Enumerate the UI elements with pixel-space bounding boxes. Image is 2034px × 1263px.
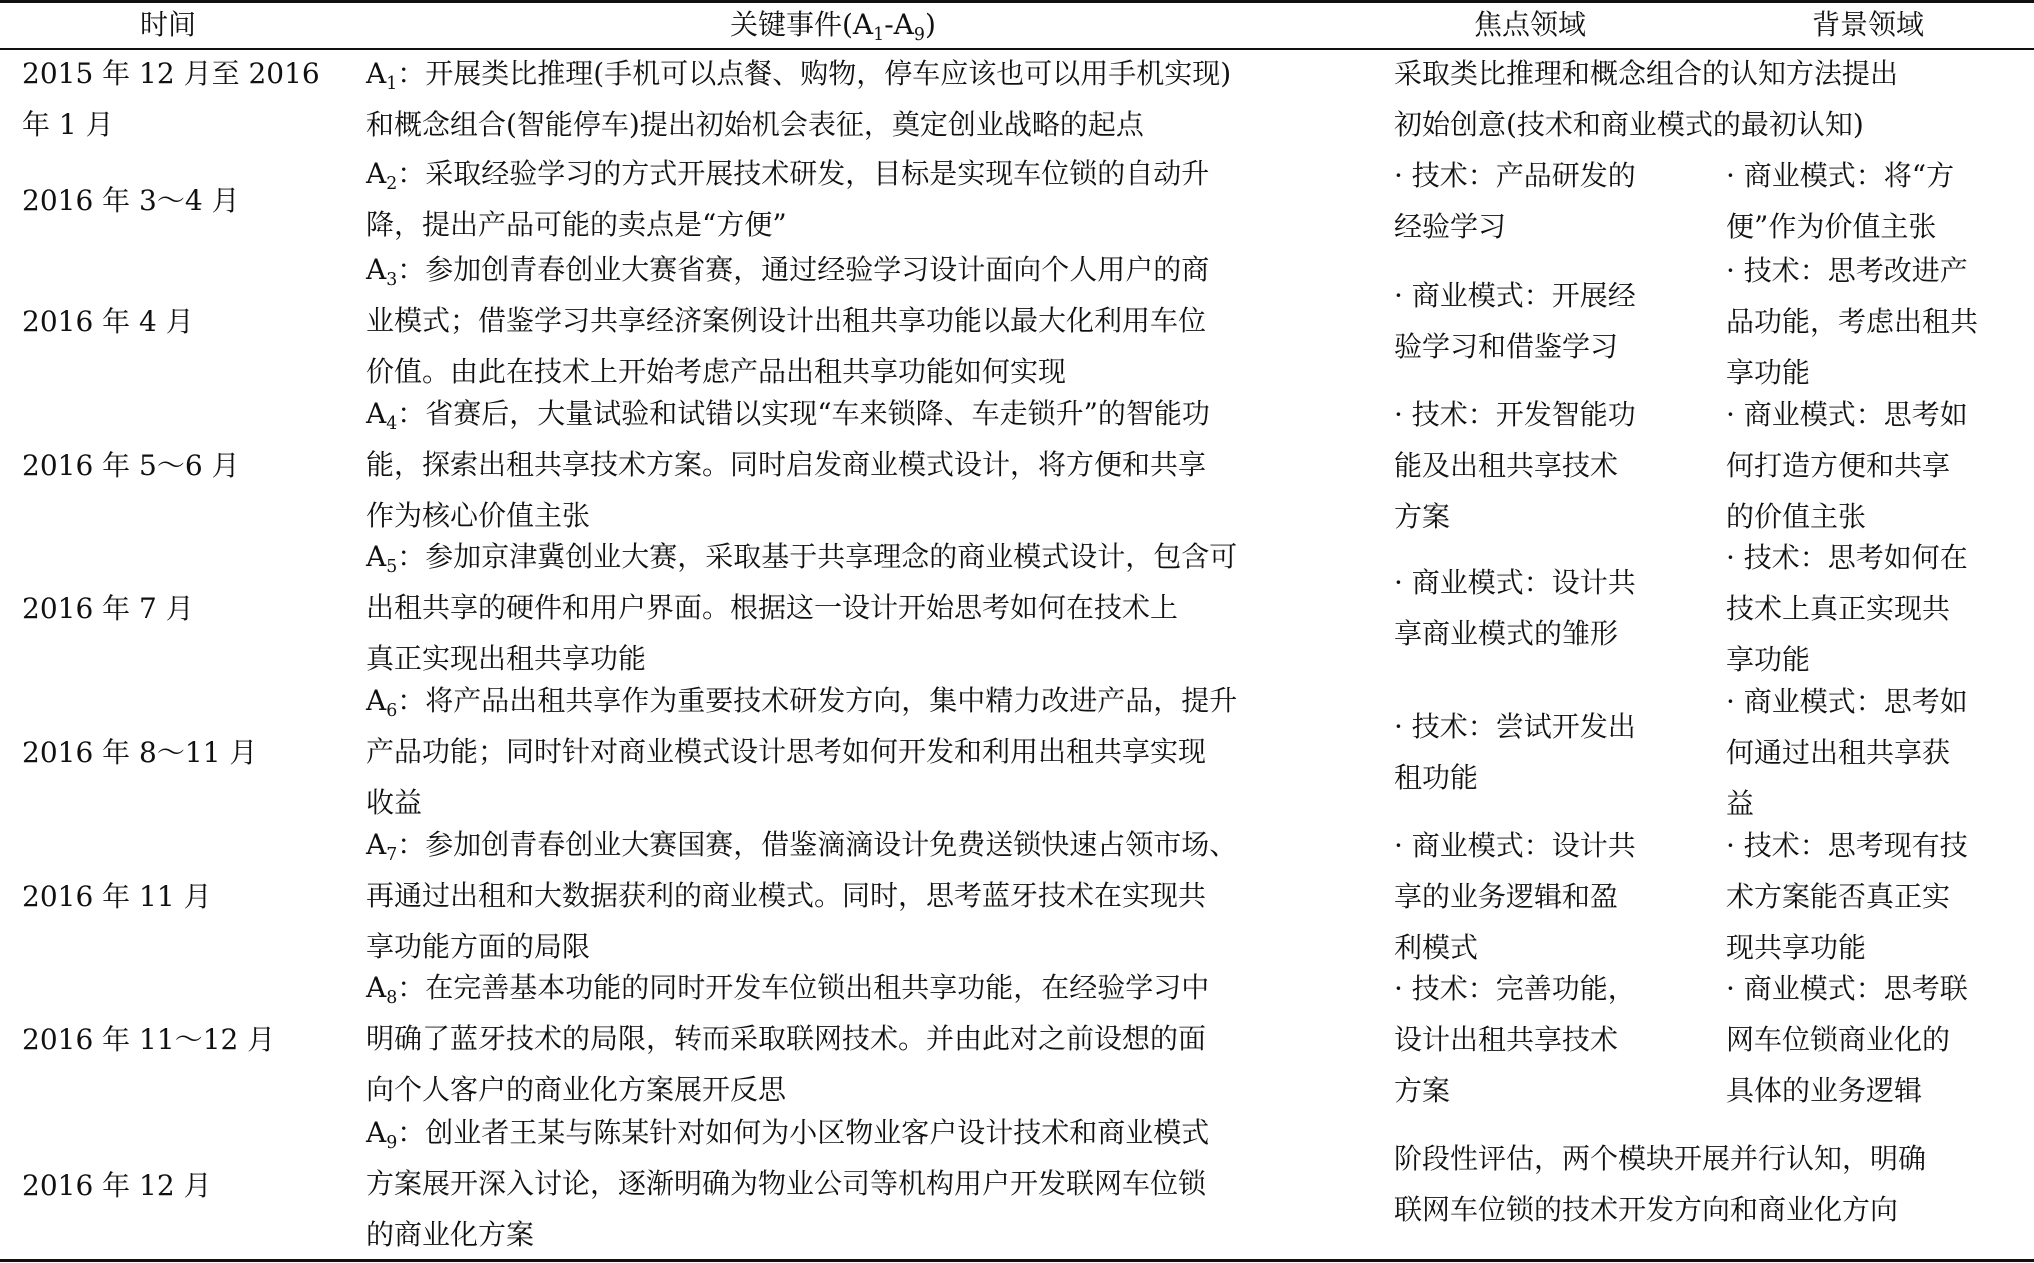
event-text: ：省赛后，大量试验和试错以实现“车来锁降、车走锁升”的智能功 能，探索出租共享技术方案。同时启发商业模式设计，将方便和共享 作为核心价值主张: [366, 397, 1210, 532]
row-4-focus: · 技术：开发智能功 能及出租共享技术 方案: [1394, 398, 1636, 533]
event-text: ：参加创青春创业大赛省赛，通过经验学习设计面向个人用户的商 业模式；借鉴学习共享经济案例设计出租共享功能以最大化利用车位 价值。由此在技术上开始考虑产品出租共享功能如何实现: [366, 253, 1210, 388]
event-sub: 7: [386, 845, 398, 866]
header-focus: 焦点领域: [1474, 8, 1587, 41]
header-time: 时间: [140, 8, 197, 41]
event-sub: 1: [386, 74, 398, 95]
row-7-time: 2016 年 11 月: [22, 880, 212, 913]
row-2-time: 2016 年 3～4 月: [22, 184, 240, 217]
row-1-event: [366, 48, 1231, 150]
header-events-main: 关键事件(A: [730, 8, 874, 41]
row-1-merged-cell: 采取类比推理和概念组合的认知方法提出 初始创意(技术和商业模式的最初认知): [1394, 57, 1899, 141]
event-id: A: [366, 397, 387, 430]
header-events-sub1: 1: [873, 25, 885, 46]
event-sub: 4: [386, 414, 398, 435]
header-events-sub2: 9: [913, 25, 925, 46]
row-8-focus: · 技术：完善功能， 设计出租共享技术 方案: [1394, 972, 1636, 1107]
row-2-event: [366, 148, 1209, 250]
event-text: ：创业者王某与陈某针对如何为小区物业客户设计技术和商业模式 方案展开深入讨论，逐渐明确为物业公司等机构用户开发联网车位锁 的商业化方案: [366, 1116, 1210, 1251]
row-3-background: · 技术：思考改进产 品功能，考虑出租共 享功能: [1726, 254, 1979, 389]
event-id: A: [366, 253, 387, 286]
event-id: A: [366, 57, 387, 90]
row-6-event: [366, 675, 1237, 828]
row-3-time: 2016 年 4 月: [22, 305, 194, 338]
header-events-mid: -A: [884, 8, 914, 41]
row-2-focus: · 技术：产品研发的 经验学习: [1394, 159, 1636, 243]
row-9-event: [366, 1107, 1209, 1260]
row-3-event: [366, 244, 1209, 397]
event-sub: 6: [386, 701, 398, 722]
event-sub: 9: [386, 1133, 398, 1154]
row-7-background: · 技术：思考现有技 术方案能否真正实 现共享功能: [1726, 829, 1968, 964]
header-events: [730, 4, 936, 46]
row-4-time: 2016 年 5～6 月: [22, 449, 240, 482]
row-5-focus: · 商业模式：设计共 享商业模式的雏形: [1394, 566, 1636, 650]
header-events-end: ): [924, 8, 936, 41]
top-rule: [0, 0, 2034, 3]
row-8-event: [366, 962, 1209, 1115]
event-text: ：参加创青春创业大赛国赛，借鉴滴滴设计免费送锁快速占领市场、 再通过出租和大数据获利的商业模式。同时，思考蓝牙技术在实现共 享功能方面的局限: [366, 828, 1238, 963]
row-2-background: · 商业模式：将“方 便”作为价值主张: [1726, 159, 1955, 243]
row-5-event: [366, 531, 1237, 684]
event-sub: 2: [386, 174, 398, 195]
event-id: A: [366, 684, 387, 717]
event-text: ：将产品出租共享作为重要技术研发方向，集中精力改进产品，提升 产品功能；同时针对商业模式设计思考如何开发和利用出租共享实现 收益: [366, 684, 1238, 819]
row-6-background: · 商业模式：思考如 何通过出租共享获 益: [1726, 685, 1968, 820]
row-9-time: 2016 年 12 月: [22, 1169, 212, 1202]
row-7-event: [366, 819, 1237, 972]
row-8-time: 2016 年 11～12 月: [22, 1023, 276, 1056]
event-id: A: [366, 1116, 387, 1149]
event-id: A: [366, 540, 387, 573]
event-text: ：参加京津冀创业大赛，采取基于共享理念的商业模式设计，包含可 出租共享的硬件和用户界面。根据这一设计开始思考如何在技术上 真正实现出租共享功能: [366, 540, 1238, 675]
event-sub: 3: [386, 270, 398, 291]
event-sub: 8: [386, 988, 398, 1009]
row-4-background: · 商业模式：思考如 何打造方便和共享 的价值主张: [1726, 398, 1968, 533]
event-text: ：采取经验学习的方式开展技术研发，目标是实现车位锁的自动升 降，提出产品可能的卖点是“方便”: [366, 157, 1210, 241]
row-5-time: 2016 年 7 月: [22, 592, 194, 625]
row-6-focus: · 技术：尝试开发出 租功能: [1394, 710, 1636, 794]
row-5-background: · 技术：思考如何在 技术上真正实现共 享功能: [1726, 541, 1968, 676]
event-text: ：开展类比推理(手机可以点餐、购物，停车应该也可以用手机实现) 和概念组合(智能停车)提出初始机会表征，奠定创业战略的起点: [366, 57, 1232, 141]
row-4-event: [366, 388, 1210, 541]
row-1-time: 2015 年 12 月至 2016 年 1 月: [22, 57, 320, 141]
header-background: 背景领域: [1812, 8, 1925, 41]
row-6-time: 2016 年 8～11 月: [22, 736, 258, 769]
event-id: A: [366, 157, 387, 190]
event-text: ：在完善基本功能的同时开发车位锁出租共享功能，在经验学习中 明确了蓝牙技术的局限，转而采取联网技术。并由此对之前设想的面 向个人客户的商业化方案展开反思: [366, 971, 1210, 1106]
row-8-background: · 商业模式：思考联 网车位锁商业化的 具体的业务逻辑: [1726, 972, 1968, 1107]
event-id: A: [366, 828, 387, 861]
event-id: A: [366, 971, 387, 1004]
row-3-focus: · 商业模式：开展经 验学习和借鉴学习: [1394, 279, 1636, 363]
event-sub: 5: [386, 557, 398, 578]
row-9-merged-cell: 阶段性评估，两个模块开展并行认知，明确 联网车位锁的技术开发方向和商业化方向: [1394, 1142, 1927, 1226]
row-7-focus: · 商业模式：设计共 享的业务逻辑和盈 利模式: [1394, 829, 1636, 964]
